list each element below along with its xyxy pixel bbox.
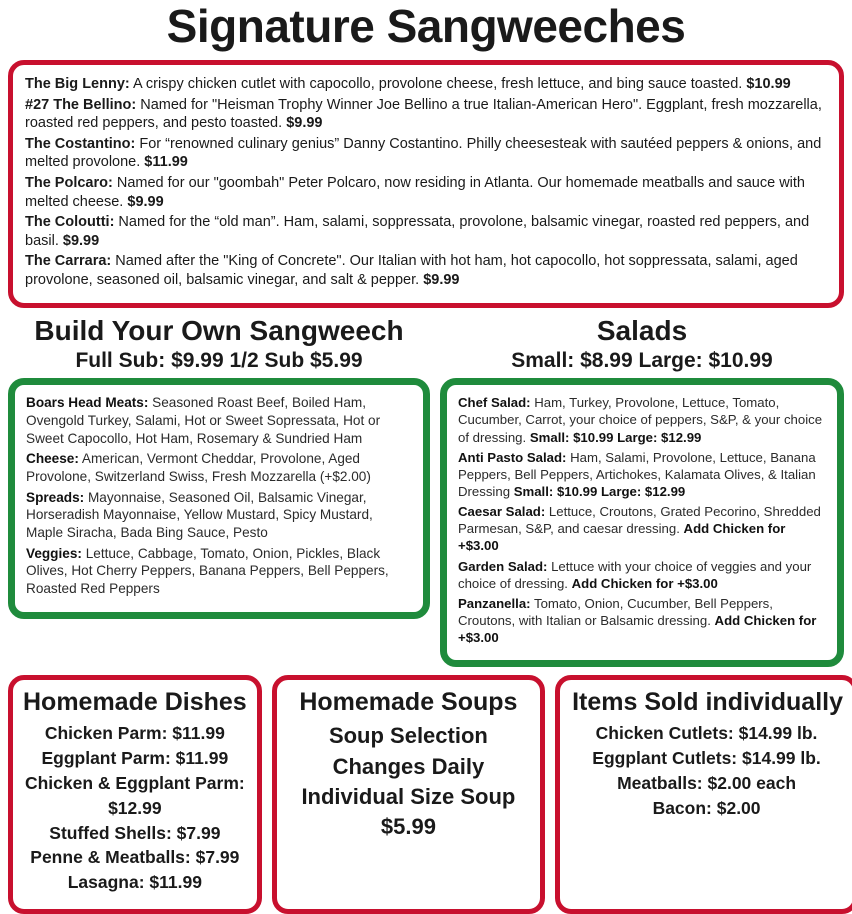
list-item <box>26 545 412 598</box>
list-item <box>25 213 827 250</box>
list-item: Stuffed Shells: $7.99 <box>49 822 221 843</box>
list-item <box>26 450 412 485</box>
page-title: Signature Sangweeches <box>166 0 686 52</box>
list-item: Chicken Parm: $11.99 <box>44 723 225 744</box>
salad-price: Small: $10.99 Large: $12.99 <box>513 483 686 499</box>
item-name: The Coloutti: <box>25 214 115 231</box>
list-item <box>25 174 827 211</box>
list-item: Eggplant Cutlets: $14.99 lb. <box>592 747 821 768</box>
salad-price: Add Chicken for +$3.00 <box>571 575 718 591</box>
item-name: #27 The Bellino: <box>25 96 137 113</box>
list-item <box>458 394 826 445</box>
salads-box <box>440 378 844 667</box>
build-subtitle: Full Sub: $9.99 1/2 Sub $5.99 <box>75 349 363 373</box>
item-desc: Named for our "goombah" Peter Polcaro, now residing in Atlanta. Our homemade meatballs and sauce with melted cheese. <box>25 175 805 210</box>
list-item <box>25 252 827 289</box>
option-label: Boars Head Meats: <box>26 395 149 411</box>
homemade-dishes-box <box>8 675 262 914</box>
salad-name: Caesar Salad: <box>458 504 546 520</box>
item-desc: Named for the “old man”. Ham, salami, soppressata, provolone, balsamic vinegar, roasted red peppers, and basil. <box>25 214 810 249</box>
item-desc: For “renowned culinary genius” Danny Costantino. Philly cheesesteak with sautéed peppers & onions, and melted provolone. <box>25 135 822 171</box>
item-price: $10.99 <box>746 76 791 93</box>
option-label: Cheese: <box>26 451 79 467</box>
list-item <box>25 75 827 94</box>
salads-column <box>440 316 844 667</box>
salad-name: Panzanella: <box>458 595 531 611</box>
list-item <box>458 558 826 592</box>
build-options-box <box>8 378 430 618</box>
list-item <box>458 503 826 554</box>
homemade-soups-box <box>272 675 545 914</box>
list-item <box>25 96 827 133</box>
salad-desc: Ham, Turkey, Provolone, Lettuce, Tomato, Cucumber, Carrot, your choice of peppers, S&P, & your choice of dressing. <box>458 395 823 445</box>
option-label: Veggies: <box>26 545 82 561</box>
item-name: The Big Lenny: <box>25 76 130 93</box>
salad-name: Anti Pasto Salad: <box>458 449 567 465</box>
list-item: Individual Size Soup <box>301 783 516 809</box>
list-item: Bacon: $2.00 <box>652 797 761 818</box>
list-item: Changes Daily <box>332 753 485 779</box>
list-item: Chicken Cutlets: $14.99 lb. <box>595 723 818 744</box>
salad-desc: Tomato, Onion, Cucumber, Bell Peppers, Croutons, with Italian or Balsamic dressing. <box>458 595 773 629</box>
list-item <box>26 489 412 542</box>
option-text: Mayonnaise, Seasoned Oil, Balsamic Vinegar, Horseradish Mayonnaise, Yellow Mustard, Spicy Mustard, Maple Siracha, Bada Bing Sauce, Pesto <box>26 489 373 540</box>
option-text: American, Vermont Cheddar, Provolone, Aged Provolone, Switzerland Swiss, Fresh Mozzarella (+$2.00) <box>26 451 371 484</box>
salad-name: Chef Salad: <box>458 395 531 411</box>
homemade-soups-title: Homemade Soups <box>299 688 518 717</box>
salad-desc: Lettuce with your choice of veggies and your choice of dressing. <box>458 558 812 591</box>
items-sold-individually-box <box>555 675 852 914</box>
salads-subtitle: Small: $8.99 Large: $10.99 <box>511 349 773 373</box>
item-price: $11.99 <box>144 154 188 171</box>
list-item: Penne & Meatballs: $7.99 <box>30 847 240 868</box>
salad-desc: Lettuce, Croutons, Grated Pecorino, Shredded Parmesan, S&P, and caesar dressing. <box>458 504 821 537</box>
list-item: Meatballs: $2.00 each <box>617 772 797 793</box>
option-text: Lettuce, Cabbage, Tomato, Onion, Pickles, Black Olives, Hot Cherry Peppers, Banana Peppers, Bell Peppers, Roasted Red Peppers <box>26 545 389 596</box>
salad-name: Garden Salad: <box>458 558 548 574</box>
item-desc: A crispy chicken cutlet with capocollo, provolone cheese, fresh lettuce, and bing sauce toasted. <box>129 76 747 93</box>
item-name: The Polcaro: <box>25 175 113 192</box>
list-item: Chicken & Eggplant Parm: <box>24 772 245 793</box>
list-item: Soup Selection <box>328 723 488 749</box>
item-desc: Named after the "King of Concrete". Our Italian with hot ham, hot capocollo, hot soppressata, salami, aged provolone, seasoned oil, balsamic vinegar, and salt & pepper. <box>25 253 798 288</box>
item-name: The Carrara: <box>25 253 112 270</box>
build-title: Build Your Own Sangweech <box>34 315 404 347</box>
items-sold-title: Items Sold individually <box>572 688 843 717</box>
build-your-own-column <box>8 316 430 618</box>
salads-title: Salads <box>596 315 688 347</box>
salad-price: Add Chicken for +$3.00 <box>458 613 817 646</box>
list-item: $5.99 <box>380 814 436 840</box>
homemade-dishes-title: Homemade Dishes <box>23 688 247 717</box>
item-price: $9.99 <box>62 232 100 249</box>
salad-price: Add Chicken for +$3.00 <box>458 521 786 554</box>
option-text: Seasoned Roast Beef, Boiled Ham, Ovengold Turkey, Salami, Hot or Sweet Sopressata, Hot or Sweet Capocollo, Hot Ham, Rosemary & Sundried Ham <box>26 395 381 446</box>
list-item: Lasagna: $11.99 <box>67 872 202 893</box>
item-price: $9.99 <box>423 271 460 288</box>
list-item: $12.99 <box>108 797 162 818</box>
list-item: Eggplant Parm: $11.99 <box>41 747 229 768</box>
mid-section <box>8 316 844 667</box>
item-name: The Costantino: <box>25 135 136 152</box>
bottom-section <box>8 675 844 914</box>
list-item <box>25 135 827 172</box>
list-item <box>458 449 826 500</box>
item-price: $9.99 <box>286 115 323 132</box>
option-label: Spreads: <box>26 489 85 505</box>
list-item <box>26 394 412 447</box>
item-price: $9.99 <box>127 193 164 210</box>
salad-desc: Ham, Salami, Provolone, Lettuce, Banana Peppers, Bell Peppers, Artichokes, Kalamata Olives, & Italian Dressing <box>458 449 816 499</box>
salad-price: Small: $10.99 Large: $12.99 <box>529 429 702 445</box>
signature-sangweeches-section <box>8 60 844 308</box>
item-desc: Named for "Heisman Trophy Winner Joe Bellino a true Italian-American Hero". Eggplant, fresh mozzarella, roasted red peppers, and pesto toasted. <box>25 96 822 132</box>
list-item <box>458 595 826 646</box>
